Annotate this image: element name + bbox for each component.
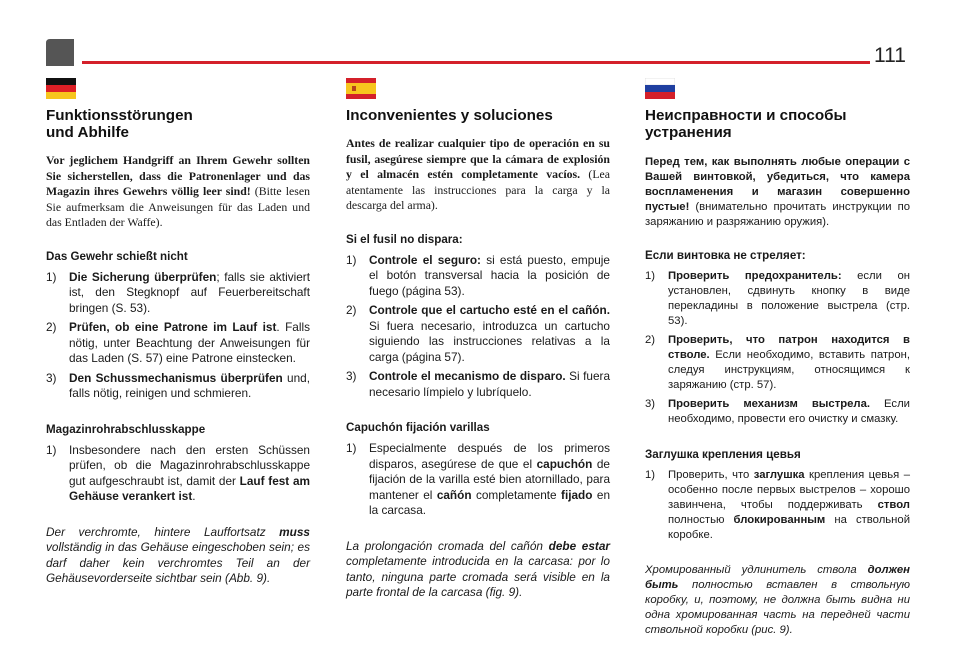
note-text: La prolongación cromada del cañón debe estar completamente introducida en la carcasa: por lo tanto, ninguna parte cromada será visible en la parte frontal de la carcasa (fig. 9). [346,538,610,599]
header-rule [82,61,870,64]
list-item: 3) Den Schussmechanismus überprüfen und, falls nötig, reinigen und schmieren. [46,370,310,400]
subsection-heading: Magazinrohrabschlusskappe [46,422,206,436]
flag-germany-icon [46,78,76,99]
flag-spain-icon [346,78,376,99]
cap-list [645,468,910,543]
list-item: 1) Проверить, что заглушка крепления цевья – особенно после первых выстрелов – хорошо завинчена, чтобы поддерживать ствол полностью блокированным на ствольной коробке. [645,469,911,541]
list-item: 1) Controle el seguro: si está puesto, empuje el botón transversal hacia la posición de fuego (página 53). [346,252,610,298]
note-text: Der verchromte, hintere Lauffortsatz muss vollständig in das Gehäuse eingeschoben sein; es darf daher kein verchromtes Teil an der Gehäusevorderseite sichtbar sein (Abb. 9). [46,524,310,585]
subsection-heading: Si el fusil no dispara: [346,232,463,246]
list-item: 2) Prüfen, ob eine Patrone im Lauf ist. Falls nötig, unter Beachtung der Anweisungen für das Laden (S. 57) eine Patrone einstecken. [46,320,310,365]
list-item: 1) Die Sicherung überprüfen; falls sie aktiviert ist, den Stegknopf auf Feuerbereitschaft bringen (S. 53). [46,269,310,315]
column-russian [645,78,910,638]
flag-russia-icon [645,78,675,99]
cap-list [346,441,610,519]
list-item: 3) Проверить механизм выстрела. Если необходимо, провести его очистку и смазку. [645,398,910,425]
section-title: Неисправности и способы устранения [645,107,847,141]
cap-list [46,443,310,505]
intro-warning: Antes de realizar cualquier tipo de operación en su fusil, asegúrese siempre que la cámara de explosión y el almacén estén completamente vacíos. (Lea atentamente las instrucciones para la carga y la descarga del arma). [346,136,611,212]
intro-warning: Перед тем, как выполнять любые операции с Вашей винтовкой, убедиться, что камера воспламенения и магазин совершенно пустые! (внимательно прочитать инструкции по заряжанию и разряжанию оружия). [645,156,910,228]
column-spanish [346,78,610,601]
troubleshooting-list [46,270,310,402]
troubleshooting-list [346,253,610,401]
corner-block-icon [46,39,74,66]
troubleshooting-list [645,269,910,427]
list-item: 1) Insbesondere nach den ersten Schüssen prüfen, ob die Magazinrohrabschlusskappe gut aufgeschraubt ist, damit der Lauf fest am Gehäuse verankert ist. [46,442,310,503]
page-number: 111 [874,44,906,67]
subsection-heading: Если винтовка не стреляет: [645,249,806,262]
intro-warning: Vor jeglichem Handgriff an Ihrem Gewehr sollten Sie sicherstellen, dass die Patronenlager und das Magazin ihres Gewehrs völlig leer sind! (Bitte lesen Sie aufmerksam die Anweisungen für das Laden und das Entladen der Waffe). [46,153,310,229]
column-german [46,78,310,587]
list-item: 1) Проверить предохранитель: если он установлен, сдвинуть кнопку в виде перекладины в положение выстрела (стр. 53). [645,270,910,327]
list-item: 1) Especialmente después de los primeros disparos, asegúrese de que el capuchón de fijación de la varilla esté bien atornillado, para mantener el cañón completamente fijado en la carcasa. [346,441,610,517]
subsection-heading: Заглушка крепления цевья [645,448,801,461]
section-title: Inconvenientes y soluciones [346,107,553,124]
subsection-heading: Capuchón fijación varillas [346,421,490,434]
subsection-heading: Das Gewehr schießt nicht [46,249,188,263]
section-title: Funktionsstörungen und Abhilfe [46,107,193,141]
list-item: 2) Controle que el cartucho esté en el cañón. Si fuera necesario, introduzca un cartucho siguiendo las instrucciones relativas a la carga (página 57). [346,303,610,364]
list-item: 2) Проверить, что патрон находится в стволе. Если необходимо, вставить патрон, следуя инструкциям, относящимся к заряжанию (стр. 57). [645,334,910,391]
list-item: 3) Controle el mecanismo de disparo. Si fuera necesario límpielo y lubríquelo. [346,369,611,399]
note-text: Хромированный удлинитель ствола должен быть полностью вставлен в ствольную коробку, и, поэтому, не должна быть видна ни одна хромированная часть на передней части ствольной коробки (рис. 9). [645,564,910,636]
